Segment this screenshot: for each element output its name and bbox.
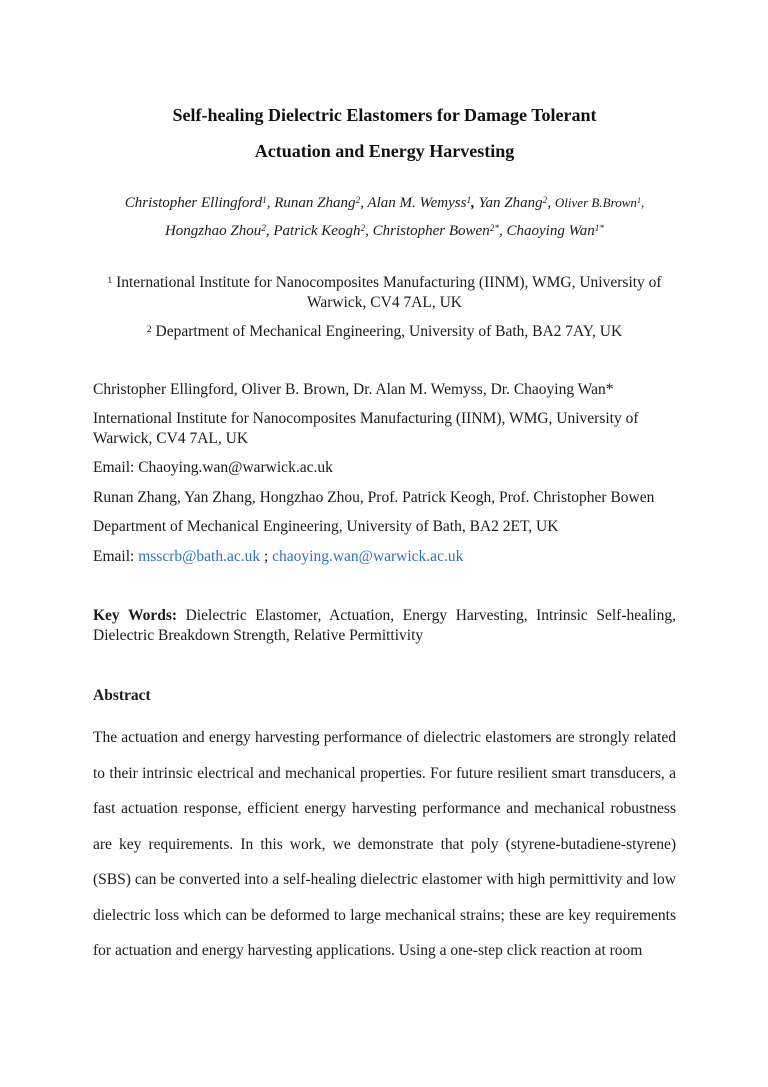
author-line-1: Christopher Ellingford$^1$, Runan Zhang$^2$, Alan M. Wemyss$^1$, Yan Zhang$^2$, Oliver B.Brown$^1$, (124, 195, 645, 211)
abstract-paragraph: The actuation and energy harvesting performance of dielectric elastomers are strongly related to their intrinsic electrical and mechanical properties. For future resilient smart transducers, a fast actuation response, efficient energy harvesting performance and mechanical robustness are key requirements. In this work, we demonstrate that poly (styrene-butadiene-styrene) (SBS) can be converted into a self-healing dielectric elastomer with high permittivity and low dielectric loss which can be deformed to large mechanical strains; these are key requirements for actuation and energy harvesting applications. Using a one-step click reaction at room (93, 729, 676, 959)
corresponding-email-line1 (93, 458, 676, 478)
keywords-label: Key Words: (93, 607, 178, 624)
email-address-1: Chaoying.wan@warwick.ac.uk (138, 459, 333, 476)
affiliations (93, 273, 676, 342)
author-line-2: Hongzhao Zhou$^2$, Patrick Keogh$^2$, Christopher Bowen$^{2*}$, Chaoying Wan$^{1*}$ (164, 223, 605, 239)
paper-title-line2: Actuation and Energy Harvesting (254, 141, 515, 161)
corresponding-authors-group2: Runan Zhang, Yan Zhang, Hongzhao Zhou, Prof. Patrick Keogh, Prof. Christopher Bowen (93, 489, 655, 506)
affiliation-1: $^1$ International Institute for Nanocomposites Manufacturing (IINM), WMG, University of Warwick, CV4 7AL, UK (107, 274, 662, 311)
paper-title-line1: Self-healing Dielectric Elastomers for Damage Tolerant (172, 105, 597, 125)
keywords-line (93, 606, 676, 646)
correspondence-block (93, 380, 676, 567)
keywords-text: Dielectric Elastomer, Actuation, Energy Harvesting, Intrinsic Self-healing, Dielectric Breakdown Strength, Relative Permittivity (93, 607, 676, 644)
email-label-1: Email: (93, 459, 139, 476)
abstract-heading: Abstract (93, 687, 151, 704)
affiliation-2: $^2$ Department of Mechanical Engineering, University of Bath, BA2 7AY, UK (146, 323, 623, 340)
corresponding-affiliation-group2: Department of Mechanical Engineering, University of Bath, BA2 2ET, UK (93, 518, 559, 535)
email-separator: ; (260, 548, 273, 565)
corresponding-authors-group1: Christopher Ellingford, Oliver B. Brown, Dr. Alan M. Wemyss, Dr. Chaoying Wan* (93, 381, 614, 398)
paper-title (93, 97, 676, 169)
email-link-msscrb-bath[interactable]: msscrb@bath.ac.uk (138, 548, 261, 565)
email-link-chaoying-warwick[interactable]: chaoying.wan@warwick.ac.uk (272, 548, 464, 565)
corresponding-affiliation-group1: International Institute for Nanocomposites Manufacturing (IINM), WMG, University of Warwick, CV4 7AL, UK (93, 410, 639, 447)
email-label-2: Email: (93, 548, 139, 565)
author-list (93, 189, 676, 245)
corresponding-email-line2 (93, 547, 676, 567)
